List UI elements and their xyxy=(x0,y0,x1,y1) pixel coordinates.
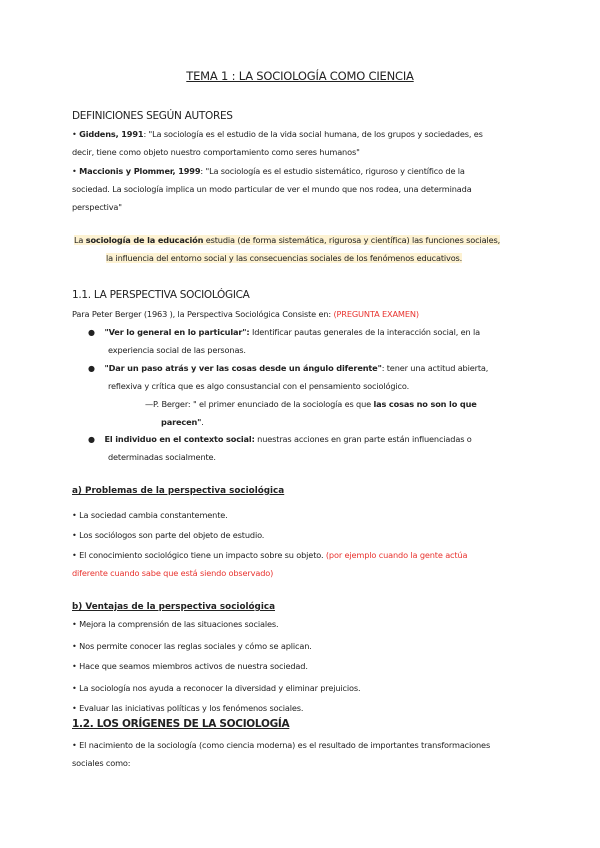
advantage-item: • Nos permite conocer las reglas sociales y cómo se aplican. xyxy=(72,641,312,651)
section-1-1-heading: 1.1. LA PERSPECTIVA SOCIOLÓGICA xyxy=(72,289,250,301)
advantage-item: • Mejora la comprensión de las situaciones sociales. xyxy=(72,619,279,629)
education-definition-line1: La sociología de la educación estudia (de forma sistemática, rigurosa y científica) las funciones sociales, xyxy=(74,235,501,245)
macionis-text-cont: perspectiva" xyxy=(72,202,122,212)
problem-item-note: diferente cuando sabe que está siendo observado) xyxy=(72,568,274,578)
macionis-text-cont: sociedad. La sociología implica un modo particular de ver el mundo que nos rodea, una determinada xyxy=(72,184,472,194)
page-title: TEMA 1 : LA SOCIOLOGÍA COMO CIENCIA xyxy=(186,69,414,83)
advantage-item: • La sociología nos ayuda a reconocer la diversidad y eliminar prejuicios. xyxy=(72,683,361,693)
education-definition-highlight xyxy=(68,230,530,272)
problem-item: • Los sociólogos son parte del objeto de estudio. xyxy=(72,530,265,540)
perspective-item-cont: experiencia social de las personas. xyxy=(108,345,246,355)
advantage-item: • Hace que seamos miembros activos de nuestra sociedad. xyxy=(72,661,308,671)
education-term: sociología de la educación xyxy=(85,235,204,245)
problem-item: • El conocimiento sociológico tiene un impacto sobre su objeto. (por ejemplo cuando la gente actúa xyxy=(72,550,468,560)
definitions-heading: DEFINICIONES SEGÚN AUTORES xyxy=(72,110,233,122)
advantage-item: • Evaluar las iniciativas políticas y los fenómenos sociales. xyxy=(72,703,304,713)
giddens-text: : "La sociología es el estudio de la vida social humana, de los grupos y sociedades, es xyxy=(143,129,483,139)
problem-item: • La sociedad cambia constantemente. xyxy=(72,510,228,520)
problems-heading: a) Problemas de la perspectiva sociológica xyxy=(72,486,285,496)
section-1-2-heading: 1.2. LOS ORÍGENES DE LA SOCIOLOGÍA xyxy=(72,718,290,730)
macionis-author: Maccionis y Plommer, 1999 xyxy=(79,166,201,176)
berger-intro: Para Peter Berger (1963 ), la Perspectiva Sociológica Consiste en: (PREGUNTA EXAMEN) xyxy=(72,309,419,319)
perspective-item: ● "Ver lo general en lo particular": Identificar pautas generales de la interacción social, en la xyxy=(88,327,481,337)
perspective-item-cont: reflexiva y crítica que es algo consustancial con el pensamiento sociológico. xyxy=(108,381,410,391)
exam-tag: (PREGUNTA EXAMEN) xyxy=(333,309,419,319)
origins-text-cont: sociales como: xyxy=(72,758,131,768)
disc-bullet: ● xyxy=(88,364,95,373)
berger-quote: —P. Berger: " el primer enunciado de la sociología es que las cosas no son lo que xyxy=(145,399,477,409)
disc-bullet: ● xyxy=(88,435,95,444)
giddens-text-cont: decir, tiene como objeto nuestro comportamiento como seres humanos" xyxy=(72,147,360,157)
perspective-item: ● El individuo en el contexto social: nuestras acciones en gran parte están influenciadas o xyxy=(88,434,472,444)
giddens-definition xyxy=(72,129,483,139)
giddens-author: Giddens, 1991 xyxy=(79,129,144,139)
education-definition-line2: la influencia del entorno social y las consecuencias sociales de los fenómenos educativos. xyxy=(106,253,463,263)
advantages-heading: b) Ventajas de la perspectiva sociológica xyxy=(72,602,276,612)
perspective-item-cont: determinadas socialmente. xyxy=(108,452,216,462)
bullet-glyph: • xyxy=(72,166,77,176)
perspective-item: ● "Dar un paso atrás y ver las cosas desde un ángulo diferente": tener una actitud abierta, xyxy=(88,363,489,373)
macionis-text: : "La sociología es el estudio sistemático, riguroso y científico de la xyxy=(200,166,465,176)
bullet-glyph: • xyxy=(72,129,77,139)
macionis-definition xyxy=(72,166,465,176)
origins-text: • El nacimiento de la sociología (como ciencia moderna) es el resultado de importantes transformaciones xyxy=(72,740,491,750)
disc-bullet: ● xyxy=(88,328,95,337)
berger-quote-cont: parecen". xyxy=(161,417,204,427)
